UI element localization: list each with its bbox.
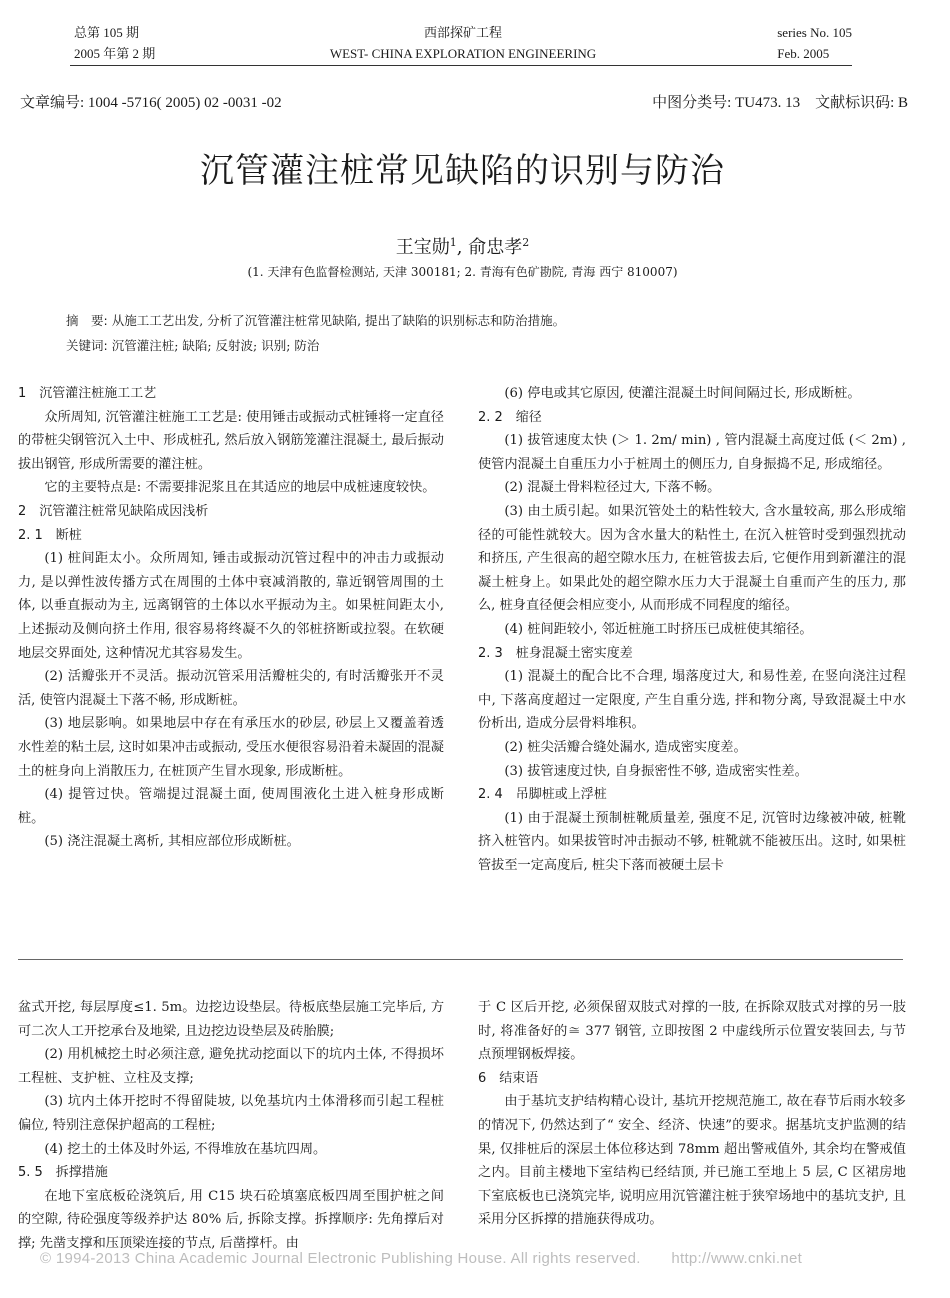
paragraph: (3) 由土质引起。如果沉管处土的粘性较大, 含水量较高, 那么形成缩径的可能性就较大。因为含水量大的粘性土, 在沉入桩管时受到强烈扰动和挤压, 产生很高的超空隙水压力, 在桩管拔去后, 它便作用到新灌注的混凝土桩身上。如果此处的超空隙水压力大于混凝土自重而产生的压力, 那么, 桩身直径便会相应变小, 从而形成不同程度的缩径。	[478, 503, 906, 614]
subsection-heading: 2. 2 缩径	[478, 409, 542, 425]
affiliation: (1. 天津有色监督检测站, 天津 300181; 2. 青海有色矿勘院, 青海 西宁 810007)	[247, 265, 678, 279]
abstract-label: 摘 要:	[66, 313, 108, 328]
paragraph: (2) 用机械挖土时必须注意, 避免扰动挖面以下的坑内土体, 不得损坏工程桩、支护桩、立柱及支撑;	[18, 1047, 444, 1086]
subsection-heading: 2. 1 断桩	[18, 527, 82, 543]
paragraph: (2) 活瓣张开不灵活。振动沉管采用活瓣桩尖的, 有时活瓣张开不灵活, 使管内混凝土下落不畅, 形成断桩。	[18, 669, 444, 708]
paragraph: 盆式开挖, 每层厚度≤1. 5m。边挖边设垫层。待板底垫层施工完毕后, 方可二次人工开挖承台及地梁, 且边挖边设垫层及砖胎膜;	[18, 1000, 444, 1039]
abstract	[66, 311, 565, 329]
author-1-affil: 1	[449, 236, 457, 249]
author-2: 俞忠孝	[468, 237, 523, 258]
paragraph: (2) 桩尖活瓣合缝处漏水, 造成密实度差。	[504, 739, 747, 755]
section-heading: 2 沉管灌注桩常见缺陷成因浅析	[18, 503, 209, 519]
paragraph: (3) 坑内土体开挖时不得留陡坡, 以免基坑内土体滑移而引起工程桩偏位, 特别注意保护超高的工程桩;	[18, 1094, 444, 1133]
paragraph: 它的主要特点是: 不需要排泥浆且在其适应的地层中成桩速度较快。	[44, 480, 436, 496]
subsection-heading: 2. 3 桩身混凝土密实度差	[478, 645, 633, 661]
author-1: 王宝勋	[395, 237, 450, 258]
paragraph: (1) 混凝土的配合比不合理, 塌落度过大, 和易性差, 在竖向浇注过程中, 下落高度超过一定限度, 产生自重分选, 拌和物分离, 导致混凝土中水份析出, 造成分层骨料堆积。	[478, 669, 906, 732]
paragraph: (4) 桩间距较小, 邻近桩施工时挤压已成桩使其缩径。	[504, 621, 813, 637]
paragraph: 由于基坑支护结构精心设计, 基坑开挖规范施工, 故在春节后雨水较多的情况下, 仍然达到了“ 安全、经济、快速”的要求。据基坑支护监测的结果, 仅排桩后的深层土体位移达到 78mm 超出警戒值外, 其余均在警戒值之内。目前主楼地下室结构已经结顶, 并已施工至地上 5 层, C 区裙房地下室底板也已浇筑完毕, 说明应用沉管灌注桩于狭窄场地中的基坑支护, 且采用分区拆撑的措施获得成功。	[478, 1094, 906, 1228]
author-list	[0, 233, 925, 259]
paragraph: (6) 停电或其它原因, 使灌注混凝土时间间隔过长, 形成断桩。	[504, 386, 861, 401]
paragraph: 众所周知, 沉管灌注桩施工工艺是: 使用锤击或振动式桩锤将一定直径的带桩尖钢管沉入土中、形成桩孔, 然后放入钢筋笼灌注混凝土, 最后振动拔出钢管, 形成所需要的灌注桩。	[18, 409, 444, 472]
paragraph: (4) 挖土的土体及时外运, 不得堆放在基坑四周。	[44, 1141, 327, 1157]
paragraph: (5) 浇注混凝土离析, 其相应部位形成断桩。	[44, 834, 300, 850]
paragraph: (3) 拔管速度过快, 自身振密性不够, 造成密实性差。	[504, 763, 808, 779]
paragraph: (1) 桩间距太小。众所周知, 锤击或振动沉管过程中的冲击力或振动力, 是以弹性波传播方式在周围的土体中衰减消散的, 靠近钢管周围的土体, 以垂直振动为主, 远离钢管的土体以水平振动为主。如果桩间距太小, 上述振动及侧向挤土作用, 很容易将终凝不久的邻桩挤断或拉裂。在软硬地层交界面处, 这种情况尤其容易发生。	[18, 551, 444, 661]
keywords-text: 沉管灌注桩; 缺陷; 反射波; 识别; 防治	[107, 338, 320, 353]
section-heading: 1 沉管灌注桩施工工艺	[18, 386, 157, 401]
author-2-affil: 2	[522, 236, 530, 249]
keywords	[66, 336, 319, 354]
paragraph: 在地下室底板砼浇筑后, 用 C15 块石砼填塞底板四周至围护桩之间的空隙, 待砼强度等级养护达 80% 后, 拆除支撑。拆撑顺序: 先角撑后对撑; 先凿支撑和压顶梁连接的节点, 后凿撑杆。由	[18, 1188, 444, 1251]
column-3	[18, 996, 444, 1256]
paragraph: (3) 地层影响。如果地层中存在有承压水的砂层, 砂层上又覆盖着透水性差的粘土层, 这时如果冲击或振动, 受压水便很容易沿着未凝固的混凝土的桩身向上消散压力, 在桩顶产生冒水现象, 形成断桩。	[18, 716, 444, 779]
keywords-label: 关键词:	[66, 338, 108, 353]
subsection-heading: 2. 4 吊脚桩或上浮桩	[478, 787, 607, 803]
section-heading: 6 结束语	[478, 1070, 539, 1086]
header-issue: 总第 105 期 2005 年第 2 期	[74, 25, 156, 61]
copyright-watermark: © 1994-2013 China Academic Journal Electronic Publishing House. All rights reserved. http://www.cnki.net	[40, 1250, 803, 1267]
column-4	[478, 996, 906, 1232]
author-separator: ,	[456, 237, 469, 258]
paragraph: (4) 提管过快。管端提过混凝土面, 使周围液化土进入桩身形成断桩。	[18, 787, 444, 826]
header-series: series No. 105 Feb. 2005	[777, 25, 852, 61]
subsection-heading: 5. 5 拆撑措施	[18, 1165, 108, 1181]
column-1	[18, 382, 444, 854]
paragraph: (2) 混凝土骨料粒径过大, 下落不畅。	[504, 480, 721, 496]
header-rule	[70, 65, 852, 66]
abstract-text: 从施工工艺出发, 分析了沉管灌注桩常见缺陷, 提出了缺陷的识别标志和防治措施。	[107, 313, 566, 328]
paragraph: 于 C 区后开挖, 必须保留双肢式对撑的一肢, 在拆除双肢式对撑的另一肢时, 将准备好的≅ 377 钢管, 立即按图 2 中虚线所示位置安装回去, 与节点预埋钢板焊接。	[478, 1000, 906, 1063]
page-divider	[18, 959, 903, 960]
paragraph: (1) 拔管速度太快 (＞ 1. 2m/ min) , 管内混凝土高度过低 (＜ 2m) , 使管内混凝土自重压力小于桩周土的侧压力, 自身振捣不足, 形成缩径。	[478, 433, 906, 472]
classification-number: 中图分类号: TU473. 13 文献标识码: B	[652, 95, 908, 111]
paper-title: 沉管灌注桩常见缺陷的识别与防治	[200, 151, 725, 191]
article-number: 文章编号: 1004 -5716( 2005) 02 -0031 -02	[20, 95, 282, 111]
running-header	[74, 20, 852, 64]
column-2	[478, 382, 906, 877]
header-journal: 西部探矿工程 WEST- CHINA EXPLORATION ENGINEERING	[329, 25, 597, 61]
paragraph: (1) 由于混凝土预制桩靴质量差, 强度不足, 沉管时边缘被冲破, 桩靴挤入桩管内。如果拔管时冲击振动不够, 桩靴就不能被压出。这时, 如果桩管拔至一定高度后, 桩尖下落而被硬土层卡	[478, 810, 906, 873]
